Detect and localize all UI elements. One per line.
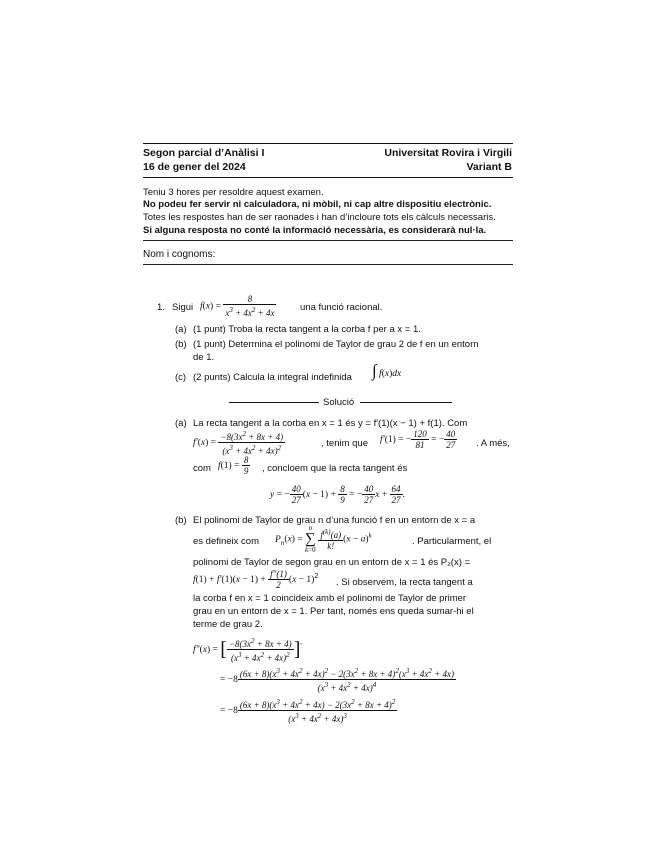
second-derivative-line2: = −8 $\frac{(6x + 8)(x^3 + 4x^2 + 4x)^2 - 2(3x^2 + 8x + 4)^2(x^3 + 4x^2 + 4x)}{(x^3 + 4x^2 + 4x)^4}$ [220, 667, 454, 693]
solution-b-line7: terme de grau 2. [193, 619, 263, 630]
solution-rule-right [360, 402, 452, 403]
header-top-rule [143, 143, 513, 144]
solution-a-derivative: f′(x) = $\frac{-8(3x^2 + 8x + 4)}{(x^3 + 4x^2 + 4x)^2}$ [193, 430, 284, 456]
solution-a-line3-pre: com [193, 463, 211, 474]
integral-expression: ∫ f(x)dx [372, 361, 402, 380]
solution-b-label: (b) [175, 515, 187, 526]
part-a-text: (1 punt) Troba la recta tangent a la corba f per a x = 1. [193, 324, 421, 335]
solution-b-line5: la corba f en x = 1 coincideix amb el polinomi de Taylor de primer [193, 593, 467, 604]
exam-title: Segon parcial d’Anàlisi I [143, 147, 265, 159]
solution-a-line2-end: . A més, [476, 438, 510, 449]
part-b-label: (b) [175, 339, 187, 350]
solution-a-fprime1: f′(1) = − $\frac{120}{81}$ = − $\frac{40}{27}$ [380, 429, 456, 450]
name-rule [143, 264, 513, 265]
solution-b-line6: grau en un entorn de x = 1. Per tant, només ens queda sumar-hi el [193, 606, 474, 617]
instructions-rule [143, 240, 513, 241]
exam-date: 16 de gener del 2024 [143, 161, 246, 173]
instruction-reasoning: Totes les respostes han de ser raonades i han d’incloure tots els càlculs necessaris. [143, 212, 496, 223]
solution-a-line1: La recta tangent a la corba en x = 1 és y = f′(1)(x − 1) + f(1). Com [193, 418, 468, 429]
instruction-time: Teniu 3 hores per resoldre aquest examen. [143, 187, 324, 198]
solution-a-line3-post: , concloem que la recta tangent és [262, 463, 408, 474]
taylor-second-order: f(1) + f′(1)(x − 1) + $\frac{f''(1)}{2}$ $(x - 1)^2$ [193, 569, 319, 590]
second-derivative-line3: = −8 $\frac{(6x + 8)(x^3 + 4x^2 + 4x) - 2(3x^2 + 8x + 4)^2}{(x^3 + 4x^2 + 4x)^3}$ [220, 698, 396, 724]
solution-a-line2-mid: , tenim que [321, 438, 368, 449]
header-bottom-rule [143, 177, 513, 178]
tangent-line-equation: y = − $\frac{40}{27}$ (x − 1) + $\frac{8}{9}$ = − $\frac{40}{27}$ x + $\frac{64}{27}$ . [270, 484, 405, 505]
solution-b-line3: polinomi de Taylor de segon grau en un entorn de x = 1 és P₂(x) = [193, 557, 471, 568]
part-b-text-cont: de 1. [193, 352, 215, 363]
instruction-null: Si alguna resposta no conté la informació necessària, es considerarà nul·la. [143, 225, 487, 236]
solution-b-line2-post: . Particularment, el [412, 536, 492, 547]
function-definition: f(x) = $\frac{8}{x^3 + 4x^2 + 4x}$ [200, 294, 275, 318]
part-b-text: (1 punt) Determina el polinomi de Taylor de grau 2 de f en un entorn [193, 339, 479, 350]
problem-intro-prefix: Sigui [172, 302, 194, 313]
second-derivative-line1: f″(x) = [ $\frac{-8(3x^2 + 8x + 4)}{(x^3 + 4x^2 + 4x)^2}$ ]′ [193, 637, 302, 663]
solution-a-label: (a) [175, 418, 187, 429]
problem-number: 1. [157, 302, 165, 313]
solution-b-line4-post: . Si observem, la recta tangent a [336, 577, 473, 588]
university-name: Universitat Rovira i Virgili [384, 147, 512, 159]
taylor-definition: $P_n(x)$ = n ∑ k=0 $\frac{f^{(k)}(a)}{k!}$ $(x - a)^k$ [275, 524, 372, 554]
instruction-devices: No podeu fer servir ni calculadora, ni mòbil, ni cap altre dispositiu electrònic. [143, 199, 492, 210]
part-c-label: (c) [175, 372, 187, 383]
solution-rule-left [229, 402, 319, 403]
solution-a-f1: f(1) = $\frac{8}{9}$ [218, 455, 249, 476]
variant-label: Variant B [466, 161, 512, 173]
part-c-text: (2 punts) Calcula la integral indefinida [193, 372, 352, 383]
name-label: Nom i cognoms: [143, 249, 216, 260]
part-a-label: (a) [175, 324, 187, 335]
solution-b-line2-pre: es defineix com [193, 536, 260, 547]
solution-b-line1: El polinomi de Taylor de grau n d’una funció f en un entorn de x = a [193, 515, 476, 526]
solution-title: Solució [323, 397, 355, 408]
problem-intro-suffix: una funció racional. [300, 302, 383, 313]
